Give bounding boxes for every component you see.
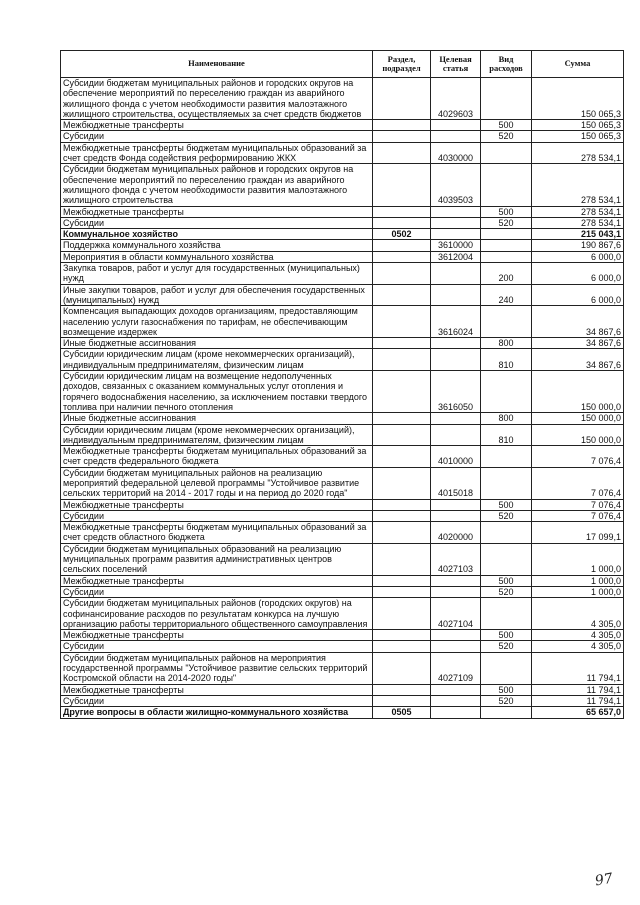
row-name-cell: Субсидии [61, 131, 373, 142]
row-expense-type-cell: 520 [481, 641, 532, 652]
table-row [61, 499, 624, 510]
row-expense-type-cell: 500 [481, 630, 532, 641]
row-section-cell [373, 142, 431, 164]
row-section-cell [373, 575, 431, 586]
row-name-cell: Субсидии бюджетам муниципальных районов (городских округов) на софинансирование расходов по результатам конкурса на лучшую организацию работы территориального общественного самоуправления [61, 598, 373, 630]
table-row [61, 575, 624, 586]
row-target-cell [431, 510, 481, 521]
table-row [61, 543, 624, 575]
row-expense-type-cell: 240 [481, 284, 532, 306]
row-expense-type-cell [481, 543, 532, 575]
row-name-cell: Субсидии бюджетам муниципальных районов и городских округов на обеспечение мероприятий по переселению граждан из аварийного жилищного фонда с учетом необходимости развития малоэтажного жилищного строительства, осуществляемых за счет средств бюджетов [61, 78, 373, 120]
row-sum-cell: 1 000,0 [532, 575, 624, 586]
row-section-cell [373, 164, 431, 206]
row-expense-type-cell: 200 [481, 263, 532, 285]
row-sum-cell: 7 076,4 [532, 446, 624, 468]
row-section-cell [373, 206, 431, 217]
row-sum-cell: 7 076,4 [532, 499, 624, 510]
row-sum-cell: 34 867,6 [532, 349, 624, 371]
table-body [61, 78, 624, 719]
row-name-cell: Субсидии [61, 217, 373, 228]
header-section: Раздел, подраздел [373, 51, 431, 78]
row-target-cell [431, 630, 481, 641]
row-name-cell: Субсидии [61, 586, 373, 597]
table-row [61, 510, 624, 521]
row-section-cell [373, 217, 431, 228]
table-row [61, 306, 624, 338]
row-section-cell [373, 306, 431, 338]
table-row [61, 586, 624, 597]
row-section-cell [373, 240, 431, 251]
row-expense-type-cell: 800 [481, 413, 532, 424]
header-expense-type: Вид расходов [481, 51, 532, 78]
row-name-cell: Межбюджетные трансферты [61, 206, 373, 217]
row-expense-type-cell: 520 [481, 510, 532, 521]
header-target: Целевая статья [431, 51, 481, 78]
row-sum-cell: 6 000,0 [532, 284, 624, 306]
table-row [61, 522, 624, 544]
table-row [61, 142, 624, 164]
row-sum-cell: 278 534,1 [532, 217, 624, 228]
row-name-cell: Поддержка коммунального хозяйства [61, 240, 373, 251]
row-sum-cell: 150 065,3 [532, 78, 624, 120]
row-sum-cell: 150 065,3 [532, 120, 624, 131]
row-target-cell: 3616024 [431, 306, 481, 338]
row-section-cell [373, 543, 431, 575]
row-name-cell: Другие вопросы в области жилищно-коммунального хозяйства [61, 707, 373, 718]
row-sum-cell: 11 794,1 [532, 652, 624, 684]
row-expense-type-cell: 800 [481, 338, 532, 349]
row-expense-type-cell: 520 [481, 217, 532, 228]
row-expense-type-cell: 520 [481, 695, 532, 706]
row-section-cell [373, 510, 431, 521]
row-name-cell: Коммунальное хозяйство [61, 229, 373, 240]
row-target-cell: 4010000 [431, 446, 481, 468]
row-expense-type-cell: 520 [481, 131, 532, 142]
row-section-cell [373, 338, 431, 349]
row-sum-cell: 190 867,6 [532, 240, 624, 251]
table-header-row [61, 51, 624, 78]
row-target-cell [431, 263, 481, 285]
row-name-cell: Иные бюджетные ассигнования [61, 413, 373, 424]
row-sum-cell: 34 867,6 [532, 338, 624, 349]
row-expense-type-cell [481, 78, 532, 120]
row-name-cell: Субсидии бюджетам муниципальных районов на мероприятия государственной программы "Устойчивое развитие сельских территорий Костромской области на 2014-2020 годы" [61, 652, 373, 684]
row-section-cell [373, 684, 431, 695]
row-target-cell [431, 284, 481, 306]
row-sum-cell: 4 305,0 [532, 630, 624, 641]
row-target-cell [431, 229, 481, 240]
row-target-cell: 4029603 [431, 78, 481, 120]
row-sum-cell: 278 534,1 [532, 142, 624, 164]
table-row [61, 229, 624, 240]
row-target-cell [431, 641, 481, 652]
table-row [61, 240, 624, 251]
row-target-cell [431, 684, 481, 695]
row-expense-type-cell: 810 [481, 349, 532, 371]
row-expense-type-cell: 520 [481, 586, 532, 597]
row-sum-cell: 6 000,0 [532, 251, 624, 262]
row-name-cell: Межбюджетные трансферты [61, 499, 373, 510]
row-name-cell: Субсидии [61, 641, 373, 652]
row-section-cell [373, 78, 431, 120]
row-section-cell [373, 695, 431, 706]
row-name-cell: Субсидии бюджетам муниципальных районов и городских округов на обеспечение мероприятий по переселению граждан из аварийного жилищного фонда с учетом необходимости развития малоэтажного жилищного строительства [61, 164, 373, 206]
row-sum-cell: 150 000,0 [532, 371, 624, 413]
row-expense-type-cell: 500 [481, 120, 532, 131]
table-row [61, 284, 624, 306]
budget-table [60, 50, 624, 719]
page-number: 97 [593, 870, 615, 890]
row-sum-cell: 150 000,0 [532, 424, 624, 446]
row-expense-type-cell [481, 164, 532, 206]
row-section-cell [373, 586, 431, 597]
row-target-cell [431, 586, 481, 597]
row-target-cell: 4030000 [431, 142, 481, 164]
row-section-cell [373, 349, 431, 371]
row-sum-cell: 7 076,4 [532, 510, 624, 521]
row-expense-type-cell: 810 [481, 424, 532, 446]
row-target-cell [431, 575, 481, 586]
row-sum-cell: 4 305,0 [532, 598, 624, 630]
row-target-cell [431, 120, 481, 131]
row-target-cell [431, 424, 481, 446]
table-row [61, 338, 624, 349]
row-sum-cell: 4 305,0 [532, 641, 624, 652]
row-section-cell [373, 598, 431, 630]
header-sum: Сумма [532, 51, 624, 78]
row-expense-type-cell [481, 707, 532, 718]
row-expense-type-cell: 500 [481, 499, 532, 510]
row-target-cell [431, 217, 481, 228]
row-expense-type-cell [481, 251, 532, 262]
row-section-cell [373, 446, 431, 468]
row-name-cell: Межбюджетные трансферты бюджетам муниципальных образований за счет средств областного бюджета [61, 522, 373, 544]
row-name-cell: Субсидии [61, 695, 373, 706]
table-row [61, 707, 624, 718]
row-expense-type-cell [481, 598, 532, 630]
row-section-cell [373, 641, 431, 652]
table-row [61, 695, 624, 706]
table-row [61, 217, 624, 228]
row-name-cell: Компенсация выпадающих доходов организациям, предоставляющим населению услуги газоснабжения по тарифам, не обеспечивающим возмещение издержек [61, 306, 373, 338]
row-section-cell [373, 371, 431, 413]
row-expense-type-cell [481, 522, 532, 544]
row-name-cell: Субсидии юридическим лицам (кроме некоммерческих организаций), индивидуальным предпринимателям, физическим лицам [61, 349, 373, 371]
table-row [61, 263, 624, 285]
row-target-cell [431, 206, 481, 217]
row-section-cell [373, 284, 431, 306]
row-target-cell: 3610000 [431, 240, 481, 251]
row-sum-cell: 215 043,1 [532, 229, 624, 240]
row-target-cell [431, 499, 481, 510]
row-sum-cell: 1 000,0 [532, 543, 624, 575]
table-row [61, 652, 624, 684]
row-section-cell [373, 413, 431, 424]
row-sum-cell: 11 794,1 [532, 684, 624, 695]
table-row [61, 78, 624, 120]
row-section-cell [373, 522, 431, 544]
row-target-cell: 4015018 [431, 467, 481, 499]
row-name-cell: Межбюджетные трансферты бюджетам муниципальных образований за счет средств федерального бюджета [61, 446, 373, 468]
row-expense-type-cell: 500 [481, 684, 532, 695]
header-name: Наименование [61, 51, 373, 78]
row-sum-cell: 278 534,1 [532, 164, 624, 206]
row-section-cell: 0502 [373, 229, 431, 240]
row-sum-cell: 6 000,0 [532, 263, 624, 285]
table-row [61, 684, 624, 695]
row-expense-type-cell [481, 652, 532, 684]
table-row [61, 120, 624, 131]
row-sum-cell: 150 065,3 [532, 131, 624, 142]
row-section-cell: 0505 [373, 707, 431, 718]
row-target-cell: 4027103 [431, 543, 481, 575]
row-sum-cell: 11 794,1 [532, 695, 624, 706]
row-expense-type-cell [481, 229, 532, 240]
row-name-cell: Мероприятия в области коммунального хозяйства [61, 251, 373, 262]
row-expense-type-cell [481, 446, 532, 468]
row-name-cell: Субсидии бюджетам муниципальных районов на реализацию мероприятий федеральной целевой программы "Устойчивое развитие сельских территорий на 2014 - 2017 годы и на период до 2020 года" [61, 467, 373, 499]
table-row [61, 630, 624, 641]
row-name-cell: Закупка товаров, работ и услуг для государственных (муниципальных) нужд [61, 263, 373, 285]
row-expense-type-cell [481, 371, 532, 413]
row-sum-cell: 1 000,0 [532, 586, 624, 597]
row-target-cell [431, 413, 481, 424]
row-target-cell: 4039503 [431, 164, 481, 206]
row-section-cell [373, 467, 431, 499]
row-target-cell: 4020000 [431, 522, 481, 544]
row-section-cell [373, 652, 431, 684]
row-expense-type-cell [481, 240, 532, 251]
row-section-cell [373, 630, 431, 641]
table-row [61, 131, 624, 142]
row-section-cell [373, 120, 431, 131]
row-sum-cell: 7 076,4 [532, 467, 624, 499]
row-name-cell: Иные закупки товаров, работ и услуг для обеспечения государственных (муниципальных) нужд [61, 284, 373, 306]
row-sum-cell: 17 099,1 [532, 522, 624, 544]
row-name-cell: Субсидии юридическим лицам (кроме некоммерческих организаций), индивидуальным предпринимателям, физическим лицам [61, 424, 373, 446]
row-expense-type-cell [481, 142, 532, 164]
row-section-cell [373, 131, 431, 142]
row-name-cell: Межбюджетные трансферты [61, 575, 373, 586]
row-name-cell: Межбюджетные трансферты бюджетам муниципальных образований за счет средств Фонда содействия реформированию ЖКХ [61, 142, 373, 164]
row-sum-cell: 65 657,0 [532, 707, 624, 718]
row-target-cell [431, 338, 481, 349]
table-row [61, 349, 624, 371]
table-row [61, 641, 624, 652]
table-row [61, 251, 624, 262]
row-expense-type-cell [481, 306, 532, 338]
row-sum-cell: 278 534,1 [532, 206, 624, 217]
row-section-cell [373, 251, 431, 262]
row-expense-type-cell: 500 [481, 206, 532, 217]
row-target-cell [431, 349, 481, 371]
row-name-cell: Субсидии юридическим лицам на возмещение недополученных доходов, связанных с оказанием коммунальных услуг отопления и горячего водоснабжения населению, за исключением поставки твердого топлива при наличии печного отопления [61, 371, 373, 413]
row-name-cell: Межбюджетные трансферты [61, 630, 373, 641]
table-row [61, 413, 624, 424]
table-row [61, 598, 624, 630]
row-target-cell: 3612004 [431, 251, 481, 262]
row-expense-type-cell: 500 [481, 575, 532, 586]
row-section-cell [373, 424, 431, 446]
table-row [61, 164, 624, 206]
row-target-cell [431, 695, 481, 706]
table-row [61, 371, 624, 413]
row-target-cell: 4027109 [431, 652, 481, 684]
row-sum-cell: 34 867,6 [532, 306, 624, 338]
row-sum-cell: 150 000,0 [532, 413, 624, 424]
table-row [61, 467, 624, 499]
table-row [61, 424, 624, 446]
row-name-cell: Субсидии бюджетам муниципальных образований на реализацию муниципальных программ развития административных центров сельских поселений [61, 543, 373, 575]
row-section-cell [373, 499, 431, 510]
row-section-cell [373, 263, 431, 285]
row-target-cell [431, 131, 481, 142]
table-row [61, 446, 624, 468]
row-name-cell: Межбюджетные трансферты [61, 684, 373, 695]
row-target-cell: 3616050 [431, 371, 481, 413]
row-target-cell [431, 707, 481, 718]
row-name-cell: Субсидии [61, 510, 373, 521]
row-target-cell: 4027104 [431, 598, 481, 630]
table-row [61, 206, 624, 217]
row-expense-type-cell [481, 467, 532, 499]
row-name-cell: Иные бюджетные ассигнования [61, 338, 373, 349]
row-name-cell: Межбюджетные трансферты [61, 120, 373, 131]
